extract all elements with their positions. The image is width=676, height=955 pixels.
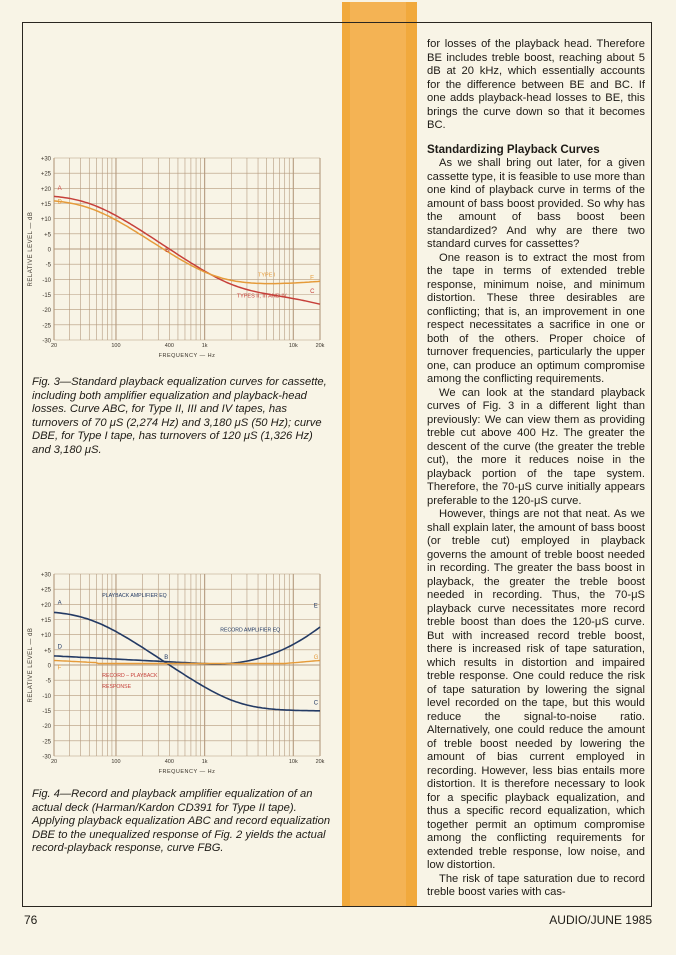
x-axis-label: FREQUENCY — Hz (158, 353, 216, 359)
x-tick-label: 10k (288, 759, 298, 765)
x-tick-label: 20 (50, 759, 58, 765)
y-axis-label: RELATIVE LEVEL — dB (28, 211, 34, 287)
y-tick-label: -15 (42, 709, 51, 715)
y-tick-label: +25 (40, 171, 51, 178)
label-e: E (310, 275, 315, 282)
label-record-playback: RECORD – PLAYBACK (102, 673, 158, 680)
section-heading: Standardizing Playback Curves (427, 142, 600, 156)
y-tick-label: -5 (45, 262, 51, 269)
label-b: B (165, 248, 170, 255)
y-tick-label: +10 (40, 633, 51, 640)
label-e: E (313, 603, 318, 610)
y-tick-label: -25 (42, 739, 51, 746)
curve-abc (54, 196, 320, 304)
article-paragraph: We can look at the standard playback curves of Fig. 3 in a different light than previously: We can view them as providing treble cut above 400 Hz. The greater the descent of the curve (the greater the treble cut), the more it reduces noise in the playback portion of the tape system. Therefore, the 70-μS curve initially appears preferable to the 120-μS curve. (427, 386, 645, 507)
label-type-1: TYPE I (258, 272, 276, 279)
y-tick-label: +25 (40, 587, 51, 594)
label-f: F (57, 665, 62, 672)
y-tick-label: -30 (42, 338, 51, 345)
y-tick-label: +5 (44, 648, 51, 655)
figure-4-caption: Fig. 4—Record and playback amplifier equalization of an actual deck (Harman/Kardon CD391 for Type II tape). Applying playback equalization ABC and record equalization DBE to the unequalized response of Fig. 2 yields the actual record-playback response, curve FBG. (32, 788, 331, 854)
figure-3 (24, 140, 330, 360)
article-paragraph: As we shall bring out later, for a given cassette type, it is feasible to use more than one kind of playback curve in terms of the amount of bass boost provided. So why has the amount of bass boost been standardized? And why are there two standard curves for cassettes? (427, 157, 645, 250)
x-tick-label: 20k (315, 759, 325, 765)
x-tick-label: 1k (201, 759, 208, 765)
y-tick-label: -30 (42, 754, 51, 761)
y-tick-label: 0 (47, 247, 51, 254)
article-column (427, 38, 645, 900)
figure-4-chart (24, 556, 330, 776)
article-paragraph: However, things are not that neat. As we shall explain later, the amount of bass boost (or treble cut) employed in playback governs the amount of treble boost needed in recording. The greater the bass boost in playback, the greater the treble boost needed in recording. Thus, the 70-μS playback curve necessitates more record treble boost than does the 120-μS curve. But with increased record treble boost, there is increased risk of tape saturation, which results in distortion and impaired treble response. One could reduce the risk of tape saturation by lowering the signal level recorded on the tape, but this would reduce the signal-to-noise ratio. Alternatively, one could reduce the amount of treble boost needed by lowering the amount of bias current employed in recording. However, less bias entails more distortion. It is therefore necessary to look for a specific playback equalization, and thus a specific record equalization, which together permit an optimum compromise among the conflicting requirements for extended treble response, low noise, and low distortion. (427, 508, 645, 871)
figure-3-chart (24, 140, 330, 360)
y-tick-label: -10 (42, 693, 51, 700)
page-number: 76 (24, 913, 38, 927)
publication-footer: AUDIO/JUNE 1985 (549, 913, 652, 927)
figure-4 (24, 556, 330, 776)
y-tick-label: -20 (42, 724, 51, 731)
y-tick-label: +20 (40, 186, 51, 193)
x-tick-label: 100 (111, 343, 121, 349)
article-paragraph: The risk of tape saturation due to record treble boost varies with cas- (427, 872, 645, 898)
x-tick-label: 400 (164, 759, 174, 765)
y-tick-label: +15 (40, 618, 51, 624)
y-tick-label: +30 (40, 156, 51, 163)
curve-dbe (54, 201, 320, 284)
x-tick-label: 1k (201, 343, 208, 349)
y-tick-label: +15 (40, 202, 51, 208)
label-a: A (57, 600, 62, 607)
label-types-2-3-4: TYPES II, III AND IV (236, 293, 287, 300)
label-response: RESPONSE (102, 683, 132, 690)
article-intro: for losses of the playback head. Therefore BE includes treble boost, reaching about 5 dB at 20 kHz, which essentially accounts for the difference between BE and BC. If one adds playback-head losses to BE, this brings the curve down so that it becomes BC. (427, 38, 645, 131)
y-tick-label: -20 (42, 308, 51, 315)
y-tick-label: -10 (42, 277, 51, 284)
article-paragraph: One reason is to extract the most from the tape in terms of extended treble response, minimum noise, and minimum distortion. These three desirables are conflicting; that is, an improvement in one respect necessitates a sacrifice in one or both of the others. Proper choice of turnover frequencies, particularly the upper one, can produce an optimum compromise among the conflicting requirements. (427, 251, 645, 385)
y-tick-label: -15 (42, 293, 51, 299)
figure-3-caption: Fig. 3—Standard playback equalization curves for cassette, including both amplifier equalization and playback-head losses. Curve ABC, for Type II, III and IV tapes, has turnovers of 70 μS (2,274 Hz) and 3,180 μS (50 Hz); curve DBE, for Type I tape, has turnovers of 120 μS (1,326 Hz) and 3,180 μS. (32, 376, 327, 456)
label-b: B (164, 654, 169, 661)
label-record-eq: RECORD AMPLIFIER EQ (220, 627, 281, 634)
x-tick-label: 10k (288, 343, 298, 349)
x-tick-label: 400 (164, 343, 174, 349)
x-tick-label: 20k (315, 343, 325, 349)
label-d: D (57, 644, 63, 651)
y-tick-label: +5 (44, 232, 51, 239)
x-tick-label: 20 (50, 343, 58, 349)
y-tick-label: -5 (45, 678, 51, 685)
y-tick-label: +20 (40, 602, 51, 609)
label-playback-eq: PLAYBACK AMPLIFIER EQ (102, 592, 167, 599)
y-tick-label: 0 (47, 663, 51, 670)
label-a: A (57, 185, 62, 192)
label-g: G (313, 654, 319, 661)
label-c: C (313, 700, 319, 707)
y-tick-label: +30 (40, 572, 51, 579)
label-c: C (310, 288, 315, 295)
y-tick-label: +10 (40, 217, 51, 224)
y-tick-label: -25 (42, 323, 51, 330)
y-axis-label: RELATIVE LEVEL — dB (28, 627, 34, 703)
x-axis-label: FREQUENCY — Hz (158, 769, 216, 775)
x-tick-label: 100 (111, 759, 121, 765)
label-d: D (57, 199, 63, 206)
